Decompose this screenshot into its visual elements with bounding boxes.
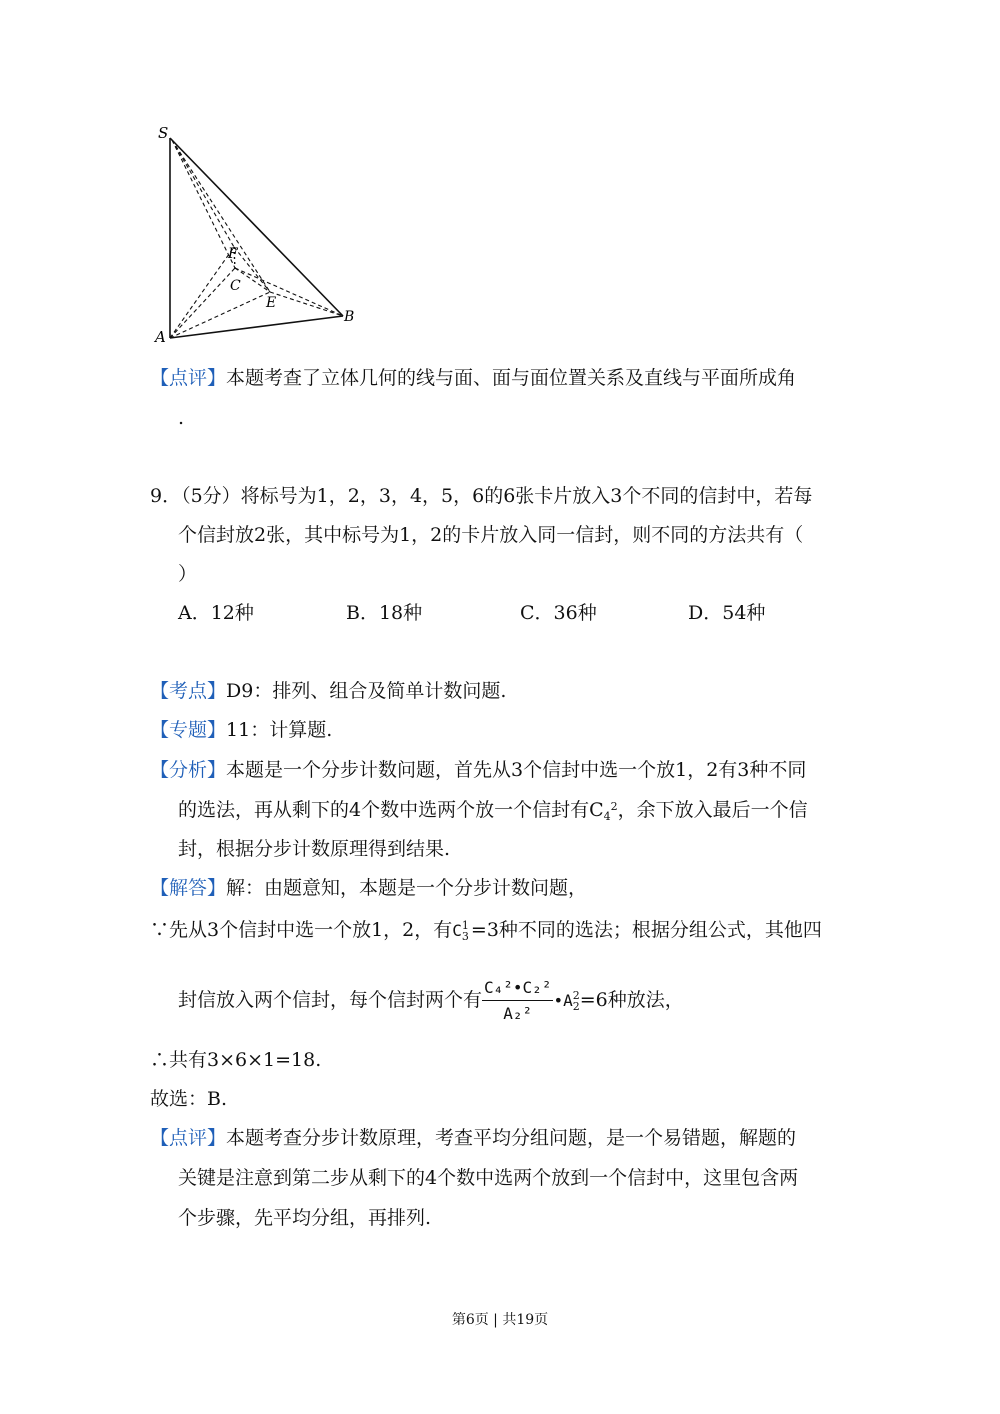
kaodian: 【考点】D9：排列、组合及简单计数问题. (150, 680, 507, 702)
dianping-line2: 关键是注意到第二步从剩下的4个数中选两个放到一个信封中，这里包含两 (178, 1167, 799, 1189)
option-b[interactable]: B．18种 (346, 602, 423, 624)
fenxi-line1: 【分析】本题是一个分步计数问题，首先从3个信封中选一个放1，2有3种不同 (150, 759, 807, 781)
fenxi-line3: 封，根据分步计数原理得到结果. (178, 838, 451, 860)
edge-AB (170, 316, 343, 338)
jieda-line5: 故选：B. (150, 1088, 228, 1110)
jieda-tag: 【解答】 (150, 877, 227, 899)
label-S: S (158, 124, 169, 142)
edge-SB (170, 138, 343, 316)
fraction: $\frac{\text{C₄²•C₂²}}{\text{A₂²}}$ (484, 978, 552, 1023)
zhuanti: 【专题】11：计算题. (150, 719, 333, 741)
label-C: C (230, 278, 241, 294)
option-a[interactable]: A．12种 (178, 602, 254, 624)
combination-c31: 1 3 (461, 919, 469, 943)
q8-comment (150, 364, 796, 392)
label-A: A (155, 328, 166, 346)
jieda-line2: ∵先从3个信封中选一个放1，2，有C 1 3 =3种不同的选法；根据分组公式，其他四 (150, 919, 822, 943)
q9-line3: ） (178, 563, 198, 585)
label-E: E (266, 295, 277, 311)
edge-AC (170, 268, 235, 338)
dianping-line1: 【点评】本题考查分步计数原理，考查平均分组问题，是一个易错题，解题的 (150, 1127, 797, 1149)
q8-comment-cont: . (178, 407, 185, 429)
option-c[interactable]: C．36种 (520, 602, 597, 624)
q9-line1: 9．（5分）将标号为1，2，3，4，5，6的6张卡片放入3个不同的信封中，若每 (150, 485, 813, 507)
jieda-line4: ∴共有3×6×1=18. (150, 1049, 322, 1071)
fenxi-tag: 【分析】 (150, 759, 227, 781)
zhuanti-tag: 【专题】 (150, 719, 227, 741)
edge-SC (172, 140, 235, 268)
kaodian-tag: 【考点】 (150, 680, 227, 702)
edge-SE (172, 140, 270, 292)
q8-comment-text: 本题考查了立体几何的线与面、面与面位置关系及直线与平面所成角 (226, 367, 797, 389)
tetrahedron-figure (150, 120, 370, 360)
edge-AF (170, 247, 234, 338)
q8-comment-tag: 【点评】 (150, 367, 227, 389)
jieda-line3: 封信放入两个信封，每个信封两个有 $\frac{\text{C₄²•C₂²}}{\text{A₂²}}$ •A 2 2 =6种放法， (178, 978, 684, 1023)
q9-line2: 个信封放2张，其中标号为1，2的卡片放入同一信封，则不同的方法共有（ (178, 524, 804, 546)
label-B: B (344, 309, 355, 325)
label-F: F (228, 246, 238, 262)
dianping-line3: 个步骤，先平均分组，再排列. (178, 1207, 432, 1229)
page-footer: 第6页 | 共19页 (451, 1312, 549, 1328)
jieda-line1: 【解答】解：由题意知，本题是一个分步计数问题， (150, 877, 588, 899)
edge-CB (235, 268, 343, 316)
q9-number: 9． (150, 485, 182, 507)
option-d[interactable]: D．54种 (688, 602, 766, 624)
fenxi-line2: 的选法，再从剩下的4个数中选两个放一个信封有$C_4^2$，余下放入最后一个信 (178, 799, 808, 823)
dianping-tag: 【点评】 (150, 1127, 227, 1149)
